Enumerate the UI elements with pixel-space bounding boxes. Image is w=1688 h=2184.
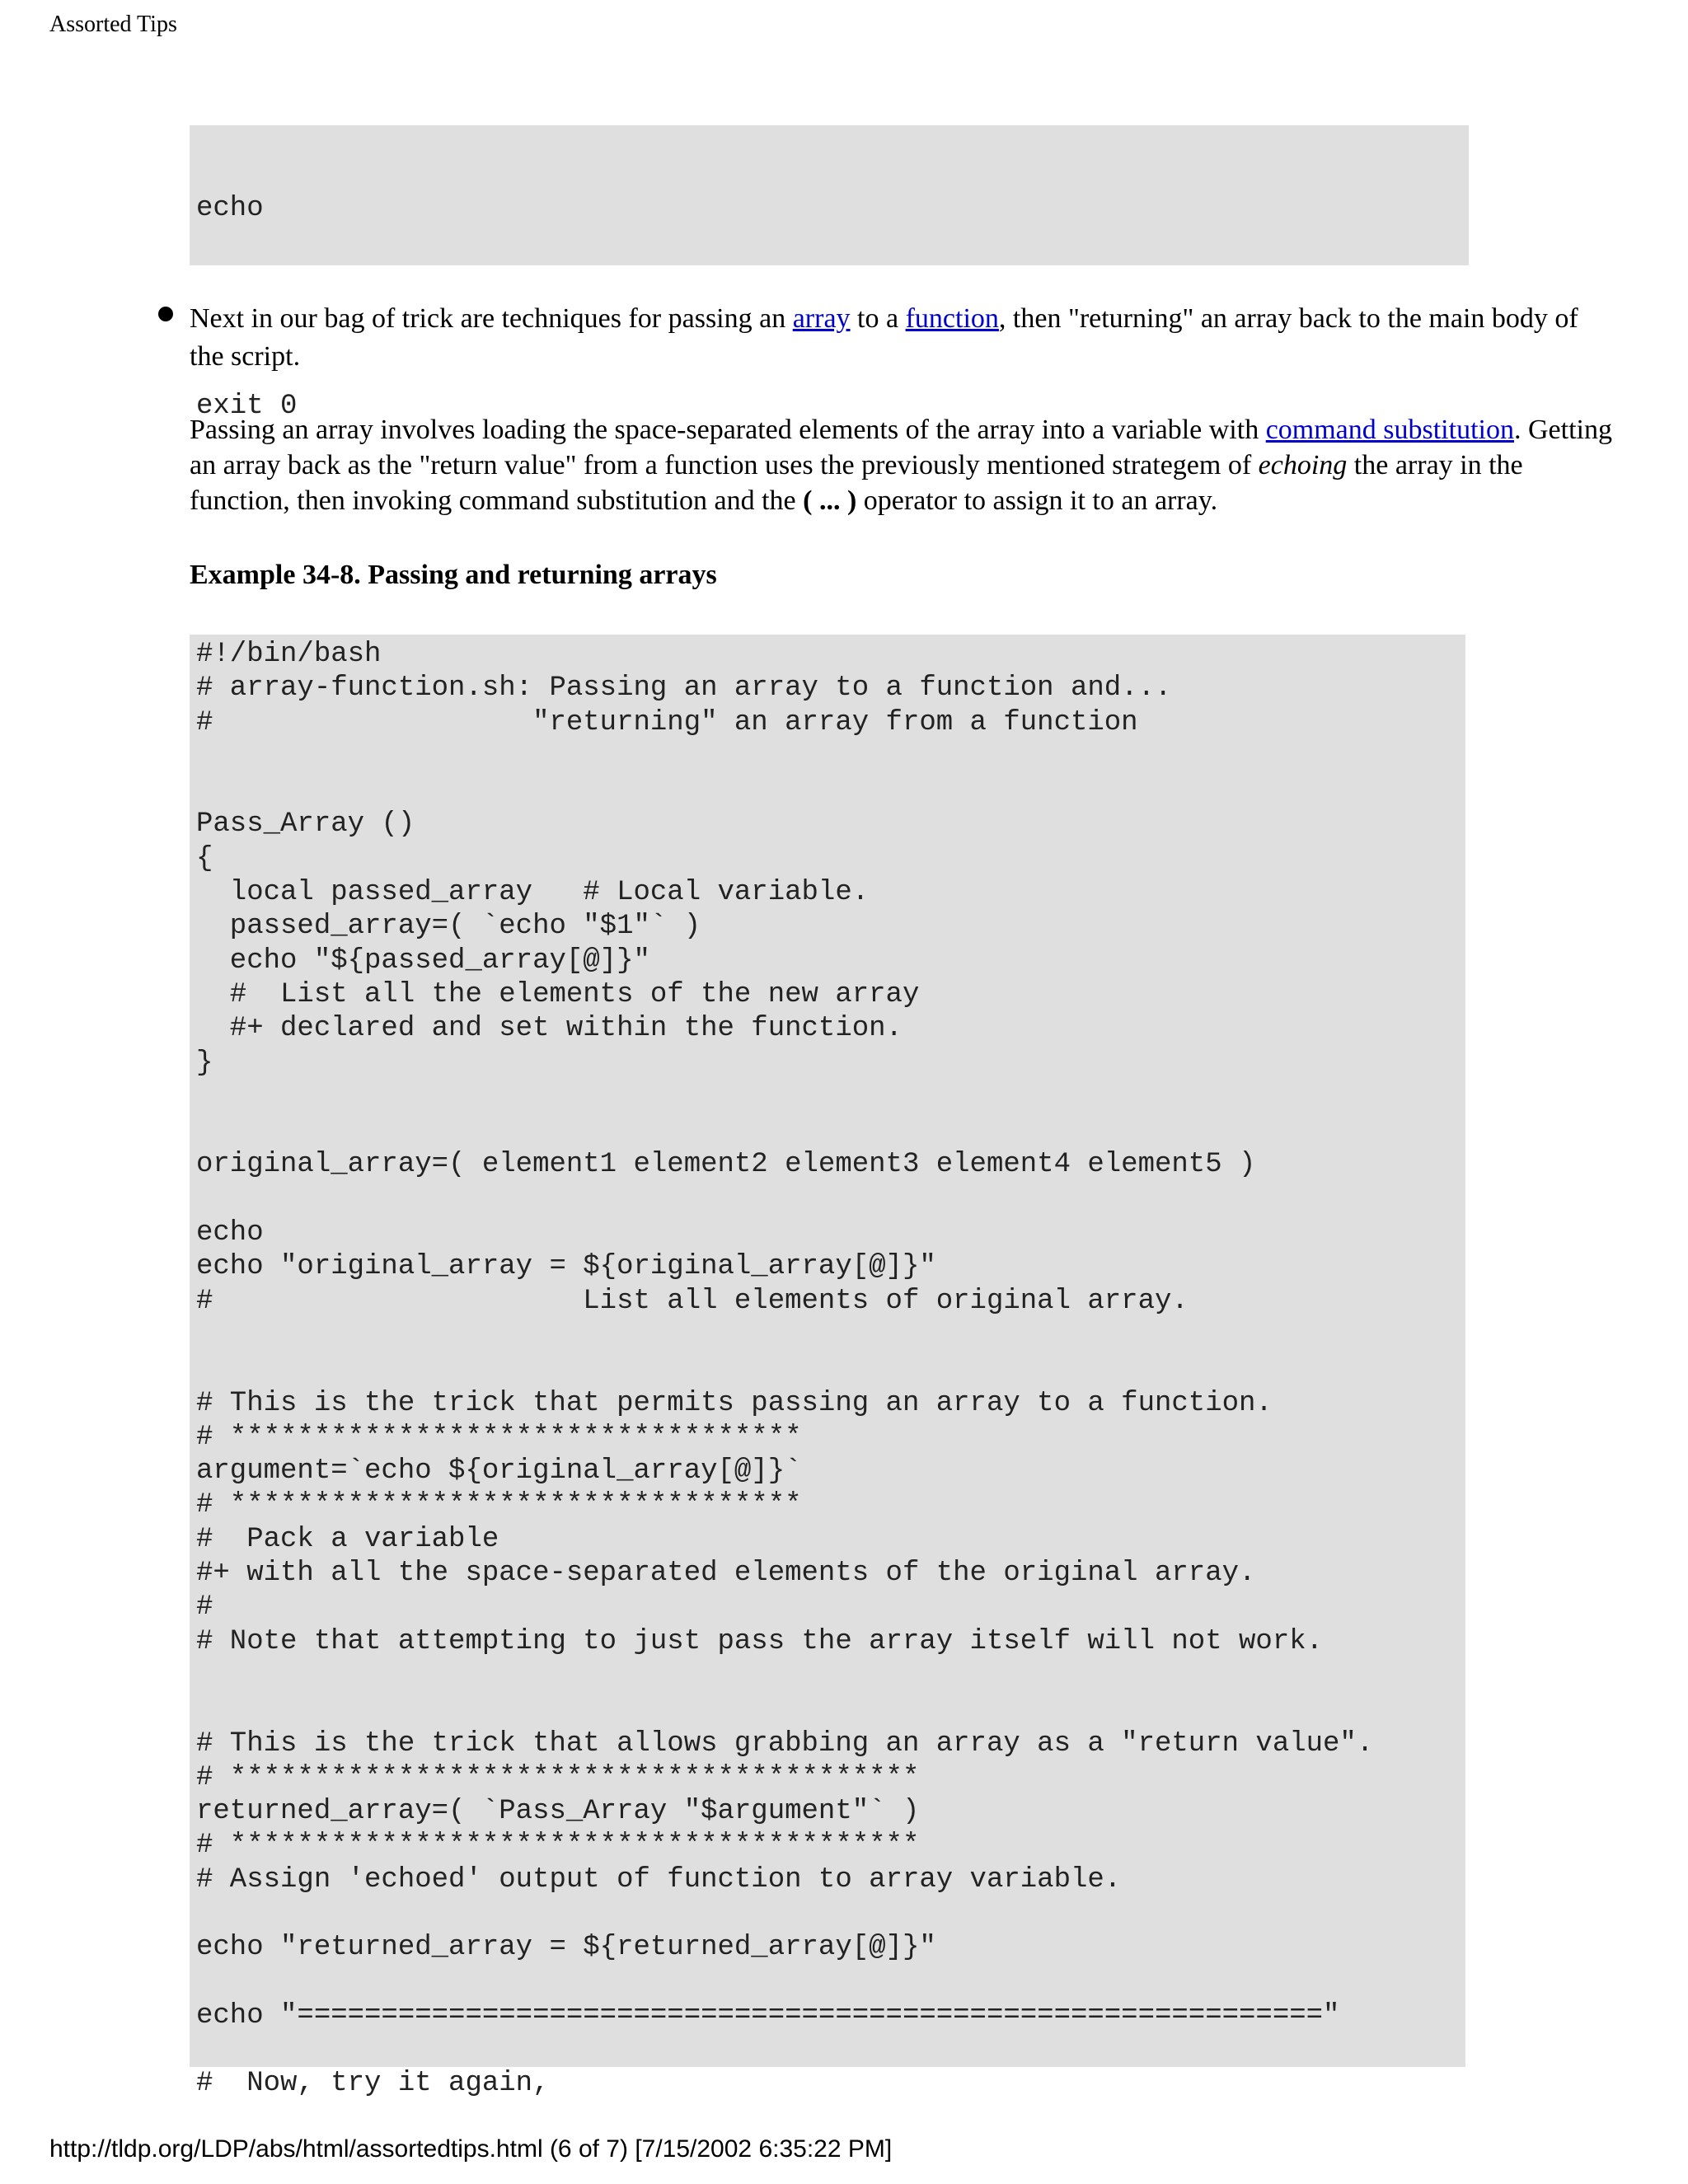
code-line: argument=`echo ${original_array[@]}`: [196, 1455, 802, 1488]
code-line: }: [196, 1047, 213, 1079]
code-line: exit 0: [196, 391, 298, 423]
code-line: echo: [196, 192, 264, 224]
code-line: # Assign 'echoed' output of function to array variable.: [196, 1863, 1122, 1896]
code-line: [196, 1114, 1465, 1148]
code-line: [196, 2033, 1465, 2067]
code-line: # *****************************************: [196, 1830, 920, 1862]
code-line: #: [196, 1591, 213, 1624]
code-line: # **********************************: [196, 1489, 802, 1521]
bullet-paragraph: [190, 300, 1615, 376]
code-line: echo: [196, 1217, 264, 1249]
code-line: # Now, try it again,: [196, 2068, 550, 2100]
code-line: [196, 1080, 1465, 1114]
code-line: [196, 1693, 1465, 1727]
array-link[interactable]: array: [792, 303, 851, 334]
text: operator to assign it to an array.: [856, 485, 1218, 516]
code-line: [196, 1183, 1465, 1216]
code-line: original_array=( element1 element2 element3 element4 element5 ): [196, 1149, 1256, 1181]
code-line: echo "=============================================================": [196, 1999, 1340, 2032]
emphasis-echoing: echoing: [1258, 450, 1348, 480]
bullet-icon: [158, 307, 173, 321]
code-line: # List all the elements of the new array: [196, 978, 920, 1010]
code-line: # array-function.sh: Passing an array to a function and...: [196, 673, 1172, 705]
code-line: [196, 1352, 1465, 1386]
code-line: echo "${passed_array[@]}": [196, 944, 650, 977]
code-line: [196, 1319, 1465, 1352]
code-line: echo "original_array = ${original_array[@]}": [196, 1251, 936, 1283]
code-line: [196, 740, 1465, 774]
code-line: #+ with all the space-separated elements of the original array.: [196, 1558, 1256, 1590]
example-title: Example 34-8. Passing and returning arrays: [190, 560, 717, 590]
code-line: passed_array=( `echo "$1"` ): [196, 911, 701, 943]
code-line: # "returning" an array from a function: [196, 706, 1138, 738]
code-line: #+ declared and set within the function.: [196, 1013, 903, 1045]
code-line: #!/bin/bash: [196, 639, 382, 670]
text: the array in the function, then invoking command substitution and the: [190, 450, 1523, 516]
command-substitution-link[interactable]: command substitution: [1265, 415, 1514, 445]
code-line: {: [196, 842, 213, 874]
function-link[interactable]: function: [905, 303, 999, 334]
code-block-main: [190, 635, 1465, 2100]
passing-paragraph: [190, 412, 1615, 518]
text: Next in our bag of trick are techniques for passing an: [190, 303, 793, 334]
text: . Getting an array back as the "return value" from a function uses the previously mentioned strategem of: [190, 415, 1612, 480]
text: , then "returning" an array back to the main body of the script.: [190, 303, 1578, 372]
code-line: # Note that attempting to just pass the array itself will not work.: [196, 1625, 1324, 1657]
code-line: [196, 1659, 1465, 1693]
code-line: [196, 1966, 1465, 1999]
code-line: local passed_array # Local variable.: [196, 877, 870, 909]
code-line: # **********************************: [196, 1421, 802, 1453]
code-line: # Pack a variable: [196, 1523, 499, 1555]
code-line: Pass_Array (): [196, 808, 415, 841]
code-line: # *****************************************: [196, 1761, 920, 1793]
text: to a: [850, 303, 906, 334]
code-line: [196, 1897, 1465, 1931]
code-line: # This is the trick that allows grabbing an array as a "return value".: [196, 1727, 1374, 1760]
code-line: returned_array=( `Pass_Array "$argument"` ): [196, 1796, 920, 1828]
code-line: # This is the trick that permits passing an array to a function.: [196, 1387, 1273, 1419]
text: Passing an array involves loading the space-separated elements of the array into a variable with: [190, 415, 1266, 445]
code-line: echo "returned_array = ${returned_array[@]}": [196, 1932, 936, 1964]
operator-text: ( ... ): [803, 485, 857, 516]
footer-url: http://tldp.org/LDP/abs/html/assortedtips.html (6 of 7) [7/15/2002 6:35:22 PM]: [49, 2135, 893, 2163]
page-header-title: Assorted Tips: [49, 12, 177, 37]
code-line: # List all elements of original array.: [196, 1285, 1189, 1317]
code-line: [196, 774, 1465, 808]
